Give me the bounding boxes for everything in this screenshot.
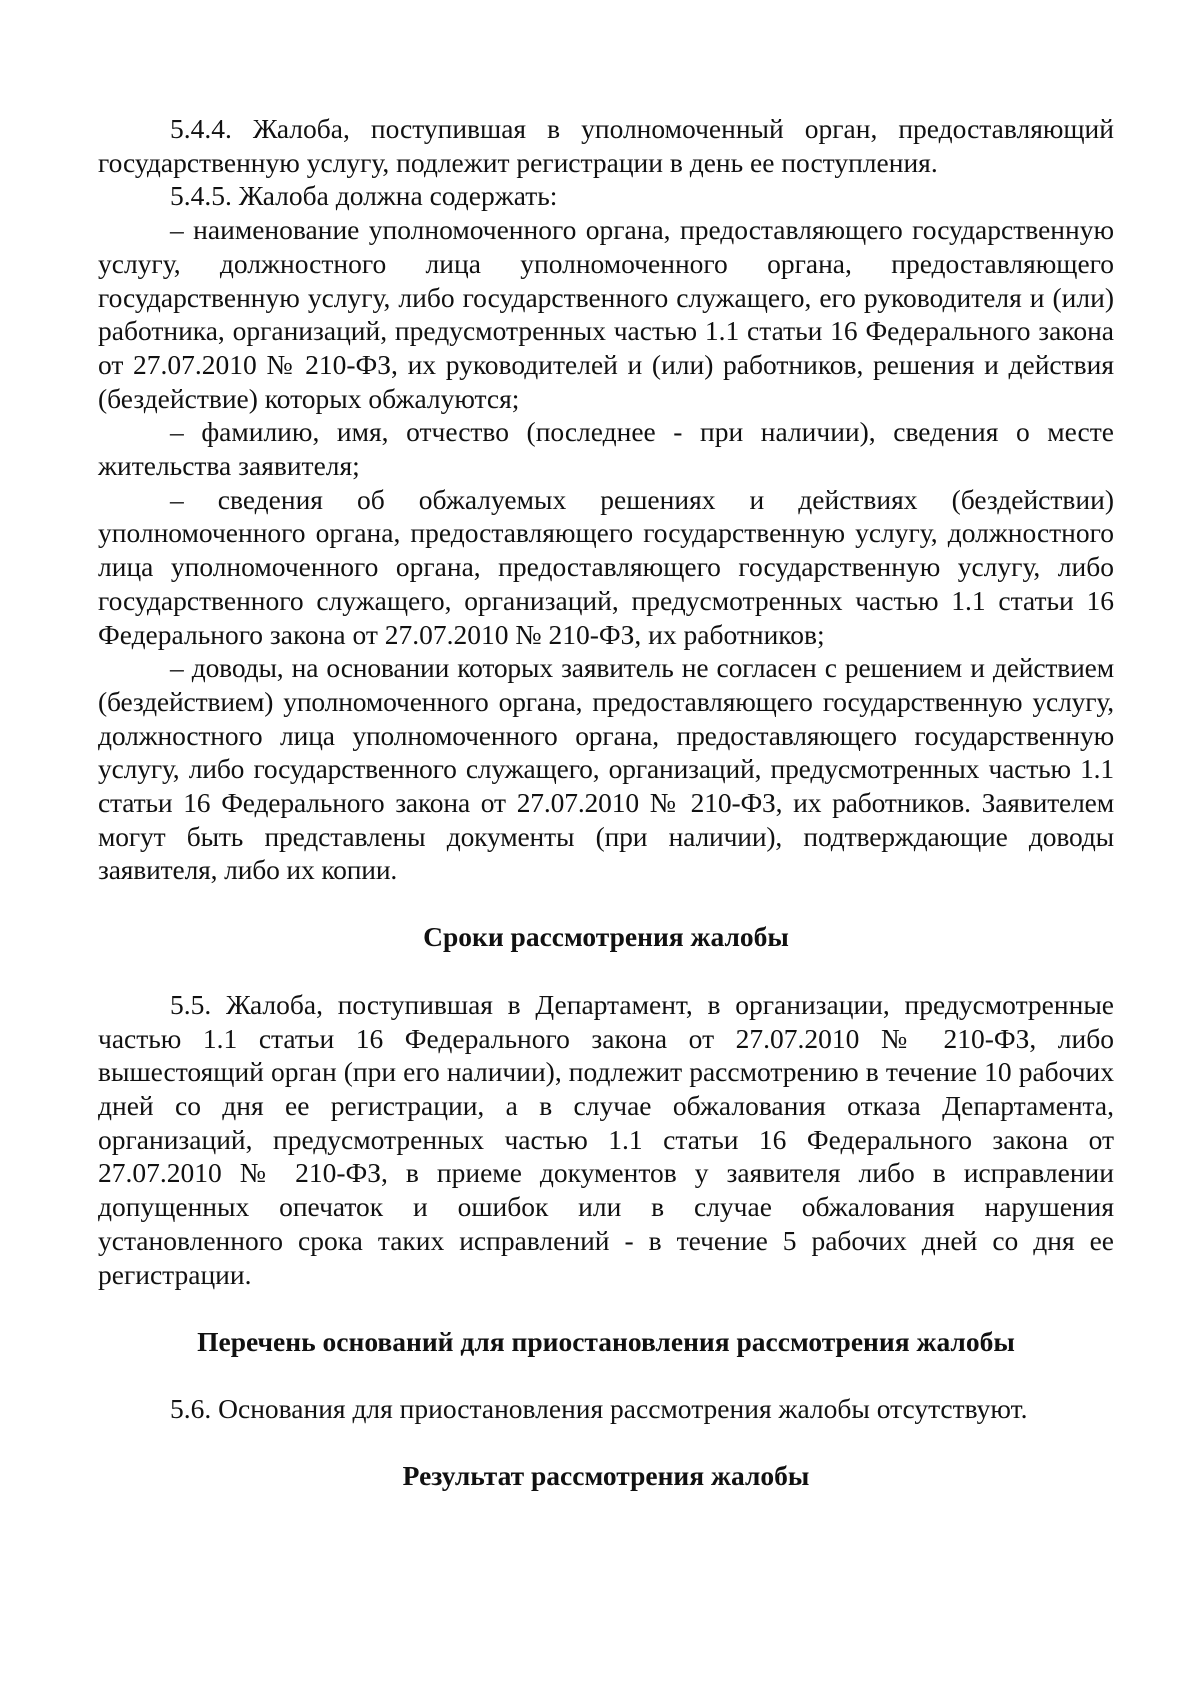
paragraph-5-4-4: 5.4.4. Жалоба, поступившая в уполномоченный орган, предоставляющий государственную услугу, подлежит регистрации в день ее поступления. bbox=[98, 113, 1114, 178]
section-heading-suspension-grounds: Перечень оснований для приостановления рассмотрения жалобы bbox=[197, 1326, 1015, 1358]
paragraph-5-4-5: 5.4.5. Жалоба должна содержать: bbox=[170, 180, 558, 212]
paragraph-5-5: 5.5. Жалоба, поступившая в Департамент, в организации, предусмотренные частью 1.1 статьи 16 Федерального закона от 27.07.2010 № 210-ФЗ, либо вышестоящий орган (при его наличии), подлежит рассмотрению в течение 10 рабочих дней со дня ее регистрации, а в случае обжалования отказа Департамента, организаций, предусмотренных частью 1.1 статьи 16 Федерального закона от 27.07.2010 № 210-ФЗ, в приеме документов у заявителя либо в исправлении допущенных опечаток и ошибок или в случае обжалования нарушения установленного срока таких исправлений - в течение 5 рабочих дней со дня ее регистрации. bbox=[98, 988, 1114, 1290]
list-item-arguments: – доводы, на основании которых заявитель не согласен с решением и действием (бездействием) уполномоченного органа, предоставляющего государственную услугу, должностного лица уполномоченного органа, предоставляющего государственную услугу, либо государственного служащего, организаций, предусмотренных частью 1.1 статьи 16 Федерального закона от 27.07.2010 № 210-ФЗ, их работников. Заявителем могут быть представлены документы (при наличии), подтверждающие доводы заявителя, либо их копии. bbox=[98, 652, 1114, 886]
paragraph-5-6: 5.6. Основания для приостановления рассмотрения жалобы отсутствуют. bbox=[170, 1392, 1028, 1424]
section-heading-terms: Сроки рассмотрения жалобы bbox=[423, 921, 789, 953]
list-item-appealed-decisions: – сведения об обжалуемых решениях и действиях (бездействии) уполномоченного органа, предоставляющего государственную услугу, должностного лица уполномоченного органа, предоставляющего государственную услугу, либо государственного служащего, организаций, предусмотренных частью 1.1 статьи 16 Федерального закона от 27.07.2010 № 210-ФЗ, их работников; bbox=[98, 483, 1114, 650]
list-item-applicant-details: – фамилию, имя, отчество (последнее - при наличии), сведения о месте жительства заявителя; bbox=[98, 416, 1114, 482]
list-item-complaint-subject: – наименование уполномоченного органа, предоставляющего государственную услугу, должностного лица уполномоченного органа, предоставляющего государственную услугу, либо государственного служащего, его руководителя и (или) работника, организаций, предусмотренных частью 1.1 статьи 16 Федерального закона от 27.07.2010 № 210-ФЗ, их руководителей и (или) работников, решения и действия (бездействие) которых обжалуются; bbox=[98, 214, 1114, 414]
document-body bbox=[98, 112, 1114, 1492]
section-heading-result: Результат рассмотрения жалобы bbox=[402, 1459, 810, 1491]
